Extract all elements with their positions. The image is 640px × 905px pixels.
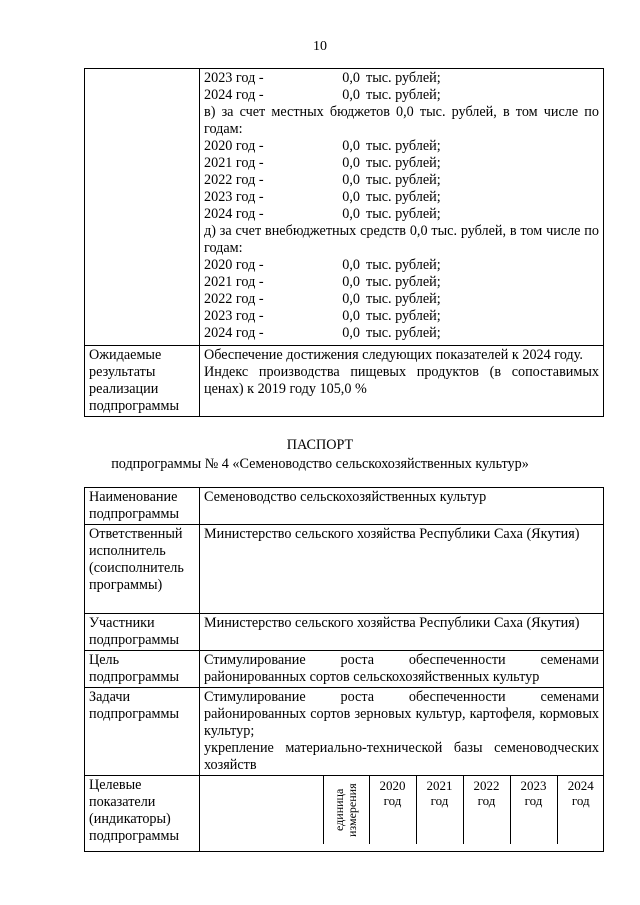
year-header: 2023 год: [510, 776, 557, 844]
funding-line: 2023 год - 0,0 тыс. рублей;: [204, 189, 441, 205]
year-header: 2021 год: [416, 776, 463, 844]
funding-line: 2020 год - 0,0 тыс. рублей;: [204, 257, 441, 273]
funding-line: 2023 год - 0,0 тыс. рублей;: [204, 70, 441, 86]
name-label: Наименование подпрограммы: [85, 488, 200, 525]
year-header: 2022 год: [463, 776, 510, 844]
year-header: 2020 год: [369, 776, 416, 844]
passport-title: ПАСПОРТ: [286, 437, 354, 453]
expected-results-value: Обеспечение достижения следующих показателей к 2024 году. Индекс производства пищевых продуктов (в сопоставимых ценах) к 2019 году 105,0 %: [200, 346, 604, 417]
tasks-label: Задачи подпрограммы: [85, 688, 200, 776]
funding-line: 2021 год - 0,0 тыс. рублей;: [204, 274, 441, 290]
participants-label: Участники подпрограммы: [85, 614, 200, 651]
indicators-label: Целевые показатели (индикаторы) подпрограммы: [85, 776, 200, 852]
indicators-grid: [200, 776, 604, 844]
passport-table: [84, 487, 604, 852]
indicator-name-header: [200, 776, 323, 844]
unit-header: единица измерения: [323, 776, 369, 844]
funding-label-cell: [85, 69, 200, 346]
indicators-grid-cell: [200, 776, 604, 852]
page-number: 10: [313, 39, 327, 54]
funding-line: 2022 год - 0,0 тыс. рублей;: [204, 291, 441, 307]
goal-label: Цель подпрограммы: [85, 651, 200, 688]
goal-value: Стимулирование роста обеспеченности семенами районированных сортов сельскохозяйственных культур: [200, 651, 604, 688]
executor-label: Ответственный исполнитель (соисполнитель программы): [85, 525, 200, 614]
funding-line: 2024 год - 0,0 тыс. рублей;: [204, 87, 441, 103]
funding-line: 2023 год - 0,0 тыс. рублей;: [204, 308, 441, 324]
tasks-value: Стимулирование роста обеспеченности семенами районированных сортов зерновых культур, картофеля, кормовых культур; укрепление материально-технической базы семеноводческих хозяйств: [200, 688, 604, 776]
funding-table: [84, 68, 604, 417]
funding-details-cell: [200, 69, 604, 346]
passport-subtitle: подпрограммы № 4 «Семеноводство сельскохозяйственных культур»: [111, 456, 529, 472]
funding-line: 2024 год - 0,0 тыс. рублей;: [204, 206, 441, 222]
local-budget-text: в) за счет местных бюджетов 0,0 тыс. рублей, в том числе по годам:: [204, 104, 599, 137]
extrabudget-text: д) за счет внебюджетных средств 0,0 тыс. рублей, в том числе по годам:: [204, 223, 599, 256]
name-value: Семеноводство сельскохозяйственных культур: [200, 488, 604, 525]
participants-value: Министерство сельского хозяйства Республики Саха (Якутия): [200, 614, 604, 651]
funding-line: 2021 год - 0,0 тыс. рублей;: [204, 155, 441, 171]
expected-results-label: Ожидаемые результаты реализации подпрограммы: [85, 346, 200, 417]
funding-line: 2024 год - 0,0 тыс. рублей;: [204, 325, 441, 341]
executor-value: Министерство сельского хозяйства Республики Саха (Якутия): [200, 525, 604, 614]
funding-line: 2022 год - 0,0 тыс. рублей;: [204, 172, 441, 188]
funding-line: 2020 год - 0,0 тыс. рублей;: [204, 138, 441, 154]
year-header: 2024 год: [557, 776, 604, 844]
